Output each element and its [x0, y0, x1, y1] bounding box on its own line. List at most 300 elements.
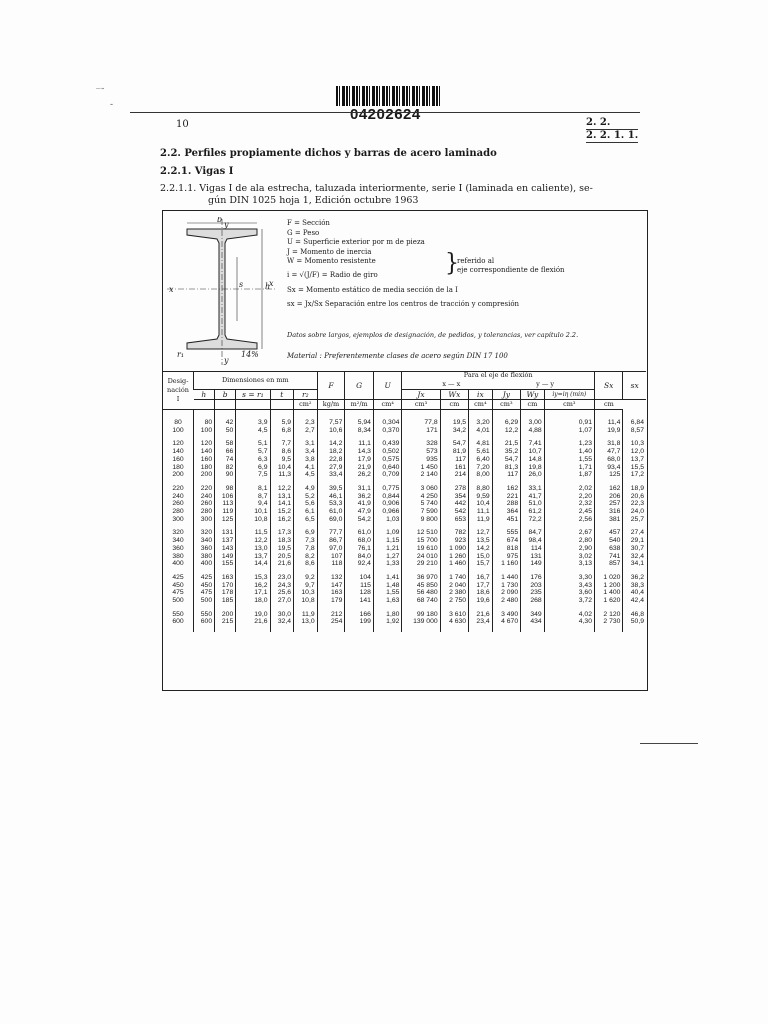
spacer-cell [236, 410, 270, 420]
value-cell: 149 [215, 553, 236, 561]
value-cell: 12,2 [270, 485, 294, 493]
value-cell: 11,1 [469, 508, 493, 516]
value-cell: 3,1 [294, 440, 318, 448]
value-cell: 118 [317, 560, 345, 568]
units-row [163, 400, 646, 410]
value-cell: 2 730 [594, 618, 622, 626]
unit-cell: cm [594, 400, 622, 410]
value-cell: 2,20 [544, 493, 594, 501]
value-cell: 25,7 [623, 516, 646, 524]
value-cell: 69,0 [317, 516, 345, 524]
value-cell: 31,1 [345, 485, 374, 493]
value-cell: 19,5 [270, 545, 294, 553]
spacer-cell [594, 626, 622, 632]
value-cell: 3,72 [544, 597, 594, 605]
value-cell: 5,9 [270, 419, 294, 427]
value-cell: 600 [194, 618, 215, 626]
value-cell: 33,1 [521, 485, 545, 493]
spacer-cell [294, 626, 318, 632]
spacer-cell [215, 626, 236, 632]
value-cell: 10,3 [294, 589, 318, 597]
spacer-cell [440, 626, 468, 632]
value-cell: 457 [594, 529, 622, 537]
unit-cell: cm [440, 400, 468, 410]
unit-cell: cm³ [544, 400, 594, 410]
value-cell: 32,4 [270, 618, 294, 626]
value-cell: 1,55 [373, 589, 401, 597]
value-cell: 16,2 [270, 516, 294, 524]
value-cell: 19,0 [236, 611, 270, 619]
value-cell: 1,33 [373, 560, 401, 568]
value-cell: 21,6 [270, 560, 294, 568]
column-header-flexion [402, 371, 595, 390]
value-cell: 12,7 [469, 529, 493, 537]
value-cell: 2 380 [440, 589, 468, 597]
value-cell: 13,5 [469, 537, 493, 545]
value-cell: 5 740 [402, 500, 440, 508]
value-cell: 46,8 [623, 611, 646, 619]
value-cell: 38,3 [623, 582, 646, 590]
value-cell: 61,2 [521, 508, 545, 516]
value-cell: 1,03 [373, 516, 401, 524]
legend-G: G = Peso [287, 228, 320, 237]
value-cell: 32,4 [623, 553, 646, 561]
value-cell: 16,7 [469, 574, 493, 582]
value-cell: 200 [215, 611, 236, 619]
value-cell: 120 [194, 440, 215, 448]
value-cell: 12 510 [402, 529, 440, 537]
value-cell: 41,7 [521, 493, 545, 501]
value-cell: 425 [194, 574, 215, 582]
value-cell: 857 [594, 560, 622, 568]
spacer-cell [236, 626, 270, 632]
value-cell: 1,63 [373, 597, 401, 605]
value-cell: 24 010 [402, 553, 440, 561]
value-cell: 221 [492, 493, 520, 501]
value-cell: 42,4 [623, 597, 646, 605]
section-ref-1: 2. 2. [586, 117, 638, 130]
value-cell: 131 [521, 553, 545, 561]
value-cell: 0,709 [373, 471, 401, 479]
value-cell: 542 [440, 508, 468, 516]
value-cell: 163 [317, 589, 345, 597]
value-cell: 540 [594, 537, 622, 545]
value-cell: 400 [194, 560, 215, 568]
table-row [163, 508, 646, 516]
material-note: Material : Preferentemente clases de acero según DIN 17 100 [287, 352, 508, 360]
value-cell: 21,6 [469, 611, 493, 619]
value-cell: 4,81 [469, 440, 493, 448]
value-cell: 340 [194, 537, 215, 545]
designation-cell: 425 [172, 573, 184, 581]
spacer-row [163, 626, 646, 632]
value-cell: 15,5 [623, 464, 646, 472]
value-cell: 6,9 [236, 464, 270, 472]
value-cell: 25,6 [270, 589, 294, 597]
value-cell: 2,56 [544, 516, 594, 524]
value-cell: 61,0 [317, 508, 345, 516]
value-cell: 17,2 [623, 471, 646, 479]
value-cell: 6,84 [623, 419, 646, 427]
value-cell: 3,4 [294, 448, 318, 456]
value-cell: 22,3 [623, 500, 646, 508]
unit-cell: cm [521, 400, 545, 410]
value-cell: 11,9 [469, 516, 493, 524]
value-cell: 1,09 [373, 529, 401, 537]
value-cell: 30,7 [623, 545, 646, 553]
value-cell: 139 000 [402, 618, 440, 626]
value-cell: 80 [194, 419, 215, 427]
value-cell: 5,2 [294, 493, 318, 501]
value-cell: 119 [215, 508, 236, 516]
value-cell: 1 400 [594, 589, 622, 597]
designation-cell: 100 [172, 426, 184, 434]
value-cell: 235 [521, 589, 545, 597]
value-cell: 6,29 [492, 419, 520, 427]
value-cell: 0,439 [373, 440, 401, 448]
spacer-cell [345, 410, 374, 420]
svg-text:14%: 14% [241, 350, 259, 359]
table-row [163, 471, 646, 479]
value-cell: 1 020 [594, 574, 622, 582]
value-cell: 1,48 [373, 582, 401, 590]
value-cell: 500 [194, 597, 215, 605]
value-cell: 8,7 [236, 493, 270, 501]
value-cell: 260 [194, 500, 215, 508]
value-cell: 2 480 [492, 597, 520, 605]
value-cell: 3,60 [544, 589, 594, 597]
section-reference [586, 117, 638, 143]
value-cell: 131 [215, 529, 236, 537]
value-cell: 9,59 [469, 493, 493, 501]
unit-cell [215, 400, 236, 410]
spacer-cell [194, 626, 215, 632]
value-cell: 7 590 [402, 508, 440, 516]
brace-note-line2: eje correspondiente de flexión [457, 266, 565, 274]
table-row [163, 545, 646, 553]
value-cell: 170 [215, 582, 236, 590]
value-cell: 380 [194, 553, 215, 561]
value-cell: 7,3 [294, 537, 318, 545]
value-cell: 29,1 [623, 537, 646, 545]
spacer-cell [345, 626, 374, 632]
table-row [163, 597, 646, 605]
value-cell: 132 [317, 574, 345, 582]
value-cell: 1 440 [492, 574, 520, 582]
value-cell: 20,6 [623, 493, 646, 501]
column-header-Sx: Sx [594, 371, 622, 400]
value-cell: 178 [215, 589, 236, 597]
column-header-Wy: Wy [521, 390, 545, 400]
value-cell: 360 [194, 545, 215, 553]
section-ref-2: 2. 2. 1. 1. [586, 130, 639, 141]
value-cell: 13,0 [294, 618, 318, 626]
value-cell: 24,3 [270, 582, 294, 590]
value-cell: 100 [194, 427, 215, 435]
spacer-cell [492, 626, 520, 632]
value-cell: 9,5 [270, 456, 294, 464]
value-cell: 81,9 [440, 448, 468, 456]
value-cell: 19,8 [521, 464, 545, 472]
value-cell: 1 160 [492, 560, 520, 568]
value-cell: 14,2 [469, 545, 493, 553]
value-cell: 72,2 [521, 516, 545, 524]
value-cell: 1 090 [440, 545, 468, 553]
header-rule [130, 112, 640, 113]
scan-mark: - [110, 100, 114, 110]
value-cell: 638 [594, 545, 622, 553]
value-cell: 92,4 [345, 560, 374, 568]
value-cell: 17,9 [345, 456, 374, 464]
table-row [163, 464, 646, 472]
value-cell: 47,9 [345, 508, 374, 516]
value-cell: 254 [317, 618, 345, 626]
column-header-designation: Desig-nación I [163, 371, 194, 410]
table-row [163, 611, 646, 619]
value-cell: 11,9 [294, 611, 318, 619]
legend-F: F = Sección [287, 219, 330, 227]
value-cell: 354 [440, 493, 468, 501]
heading-2-2-1-1-line1: 2.2.1.1. Vigas I de ala estrecha, taluzada interiormente, serie I (laminada en caliente), se- [160, 183, 593, 194]
value-cell: 257 [594, 500, 622, 508]
value-cell: 364 [492, 508, 520, 516]
value-cell: 125 [215, 516, 236, 524]
value-cell: 54,7 [492, 456, 520, 464]
value-cell: 381 [594, 516, 622, 524]
value-cell: 162 [594, 485, 622, 493]
value-cell: 4,5 [294, 471, 318, 479]
value-cell: 3 060 [402, 485, 440, 493]
value-cell: 9,4 [236, 500, 270, 508]
value-cell: 86,7 [317, 537, 345, 545]
value-cell: 0,775 [373, 485, 401, 493]
value-cell: 36,2 [623, 574, 646, 582]
value-cell: 36 970 [402, 574, 440, 582]
heading-2-2: 2.2. Perfiles propiamente dichos y barras de acero laminado [160, 148, 497, 159]
spacer-cell [623, 626, 646, 632]
designation-cell: 450 [172, 581, 184, 589]
axis-xx: x — x [442, 380, 461, 388]
value-cell: 3 490 [492, 611, 520, 619]
spacer-cell [215, 410, 236, 420]
spacer-cell [373, 410, 401, 420]
value-cell: 81,3 [492, 464, 520, 472]
column-header-U: U [373, 371, 401, 400]
data-note: Datos sobre largos, ejemplos de designación, de pedidos, y tolerancias, ver capítulo 2.2. [287, 331, 579, 339]
spacer-cell [594, 410, 622, 420]
value-cell: 19,5 [440, 419, 468, 427]
scan-mark: ‾˘ [96, 88, 105, 98]
value-cell: 9 800 [402, 516, 440, 524]
value-cell: 24,0 [623, 508, 646, 516]
value-cell: 54,2 [345, 516, 374, 524]
value-cell: 450 [194, 582, 215, 590]
column-header-F: F [317, 371, 345, 400]
value-cell: 19 610 [402, 545, 440, 553]
value-cell: 3,43 [544, 582, 594, 590]
value-cell: 550 [194, 611, 215, 619]
value-cell: 555 [492, 529, 520, 537]
value-cell: 4 250 [402, 493, 440, 501]
value-cell: 84,7 [521, 529, 545, 537]
value-cell: 12,2 [492, 427, 520, 435]
legend-s: sx = Jx/Sx Separación entre los centros de tracción y compresión [287, 299, 520, 308]
value-cell: 674 [492, 537, 520, 545]
value-cell: 15,0 [469, 553, 493, 561]
value-cell: 40,4 [623, 589, 646, 597]
value-cell: 115 [345, 582, 374, 590]
value-cell: 7,57 [317, 419, 345, 427]
value-cell: 434 [521, 618, 545, 626]
value-cell: 179 [317, 597, 345, 605]
axis-yy: y — y [536, 380, 555, 388]
table-row [163, 618, 646, 626]
value-cell: 1 260 [440, 553, 468, 561]
value-cell: 4 670 [492, 618, 520, 626]
spacer-cell [469, 410, 493, 420]
value-cell: 17,1 [236, 589, 270, 597]
spacer-cell [294, 410, 318, 420]
legend-W: W = Momento resistente [287, 257, 376, 265]
designation-cell: 200 [172, 471, 184, 479]
value-cell: 5,94 [345, 419, 374, 427]
value-cell: 18,9 [623, 485, 646, 493]
value-cell: 21,9 [345, 464, 374, 472]
column-header-Jy: Jy [492, 390, 520, 400]
brace-note-line1: referido al [457, 257, 495, 265]
value-cell: 51,0 [521, 500, 545, 508]
svg-text:b: b [217, 217, 223, 224]
value-cell: 200 [194, 471, 215, 479]
table-row [163, 427, 646, 435]
value-cell: 0,575 [373, 456, 401, 464]
value-cell: 23,0 [270, 574, 294, 582]
value-cell: 3 610 [440, 611, 468, 619]
value-cell: 3,30 [544, 574, 594, 582]
table-row [163, 500, 646, 508]
designation-cell: 600 [172, 618, 184, 626]
value-cell: 3,00 [521, 419, 545, 427]
value-cell: 58 [215, 440, 236, 448]
value-cell: 98,4 [521, 537, 545, 545]
table-row [163, 560, 646, 568]
value-cell: 4,5 [236, 427, 270, 435]
unit-cell [236, 400, 270, 410]
value-cell: 13,7 [623, 456, 646, 464]
value-cell: 29 210 [402, 560, 440, 568]
value-cell: 1 450 [402, 464, 440, 472]
value-cell: 17,3 [270, 529, 294, 537]
value-cell: 114 [521, 545, 545, 553]
value-cell: 46,1 [317, 493, 345, 501]
value-cell: 214 [440, 471, 468, 479]
value-cell: 5,61 [469, 448, 493, 456]
value-cell: 68,0 [345, 537, 374, 545]
value-cell: 137 [215, 537, 236, 545]
value-cell: 1 730 [492, 582, 520, 590]
column-header-s: s = r₁ [236, 390, 270, 400]
value-cell: 1,87 [544, 471, 594, 479]
profile-table-box [162, 210, 648, 691]
spacer-cell [163, 410, 194, 420]
value-cell: 2,7 [294, 427, 318, 435]
value-cell: 76,1 [345, 545, 374, 553]
i-beam-properties-table [163, 371, 646, 632]
value-cell: 26,2 [345, 471, 374, 479]
value-cell: 0,304 [373, 419, 401, 427]
spacer-cell [521, 626, 545, 632]
value-cell: 3,13 [544, 560, 594, 568]
value-cell: 19,6 [469, 597, 493, 605]
value-cell: 8,34 [345, 427, 374, 435]
value-cell: 147 [317, 582, 345, 590]
value-cell: 143 [215, 545, 236, 553]
svg-text:x: x [269, 279, 274, 288]
designation-cell: 340 [172, 537, 184, 545]
value-cell: 10,4 [270, 464, 294, 472]
value-cell: 27,0 [270, 597, 294, 605]
value-cell: 176 [521, 574, 545, 582]
spacer-cell [402, 626, 440, 632]
column-header-r2: r₂ [294, 390, 318, 400]
value-cell: 7,7 [270, 440, 294, 448]
scan-rule [640, 743, 698, 744]
value-cell: 27,9 [317, 464, 345, 472]
value-cell: 4,01 [469, 427, 493, 435]
value-cell: 6,9 [294, 529, 318, 537]
value-cell: 84,0 [345, 553, 374, 561]
value-cell: 240 [194, 493, 215, 501]
spacer-cell [163, 626, 194, 632]
heading-2-2-1-1 [160, 183, 650, 207]
value-cell: 2,32 [544, 500, 594, 508]
heading-2-2-1-1-line2: gún DIN 1025 hoja 1, Edición octubre 1963 [208, 195, 419, 206]
value-cell: 206 [594, 493, 622, 501]
value-cell: 3,20 [469, 419, 493, 427]
value-cell: 50,9 [623, 618, 646, 626]
value-cell: 15,3 [236, 574, 270, 582]
value-cell: 1,15 [373, 537, 401, 545]
value-cell: 0,370 [373, 427, 401, 435]
value-cell: 14,8 [521, 456, 545, 464]
value-cell: 99 180 [402, 611, 440, 619]
value-cell: 1,80 [373, 611, 401, 619]
value-cell: 11,1 [345, 440, 374, 448]
value-cell: 1,41 [373, 574, 401, 582]
value-cell: 166 [345, 611, 374, 619]
value-cell: 10,7 [521, 448, 545, 456]
value-cell: 117 [440, 456, 468, 464]
i-beam-cross-section-drawing [167, 217, 277, 367]
value-cell: 10,8 [294, 597, 318, 605]
table-row [163, 485, 646, 493]
value-cell: 23,4 [469, 618, 493, 626]
value-cell: 18,2 [317, 448, 345, 456]
value-cell: 1 200 [594, 582, 622, 590]
value-cell: 77,7 [317, 529, 345, 537]
table-row [163, 537, 646, 545]
legend-U: U = Superficie exterior por m de pieza [287, 238, 425, 246]
table-row [163, 582, 646, 590]
unit-cell: m²/m [345, 400, 374, 410]
value-cell: 288 [492, 500, 520, 508]
value-cell: 14,4 [236, 560, 270, 568]
value-cell: 1 460 [440, 560, 468, 568]
unit-cell [194, 400, 215, 410]
value-cell: 10,8 [236, 516, 270, 524]
value-cell: 782 [440, 529, 468, 537]
value-cell: 98 [215, 485, 236, 493]
